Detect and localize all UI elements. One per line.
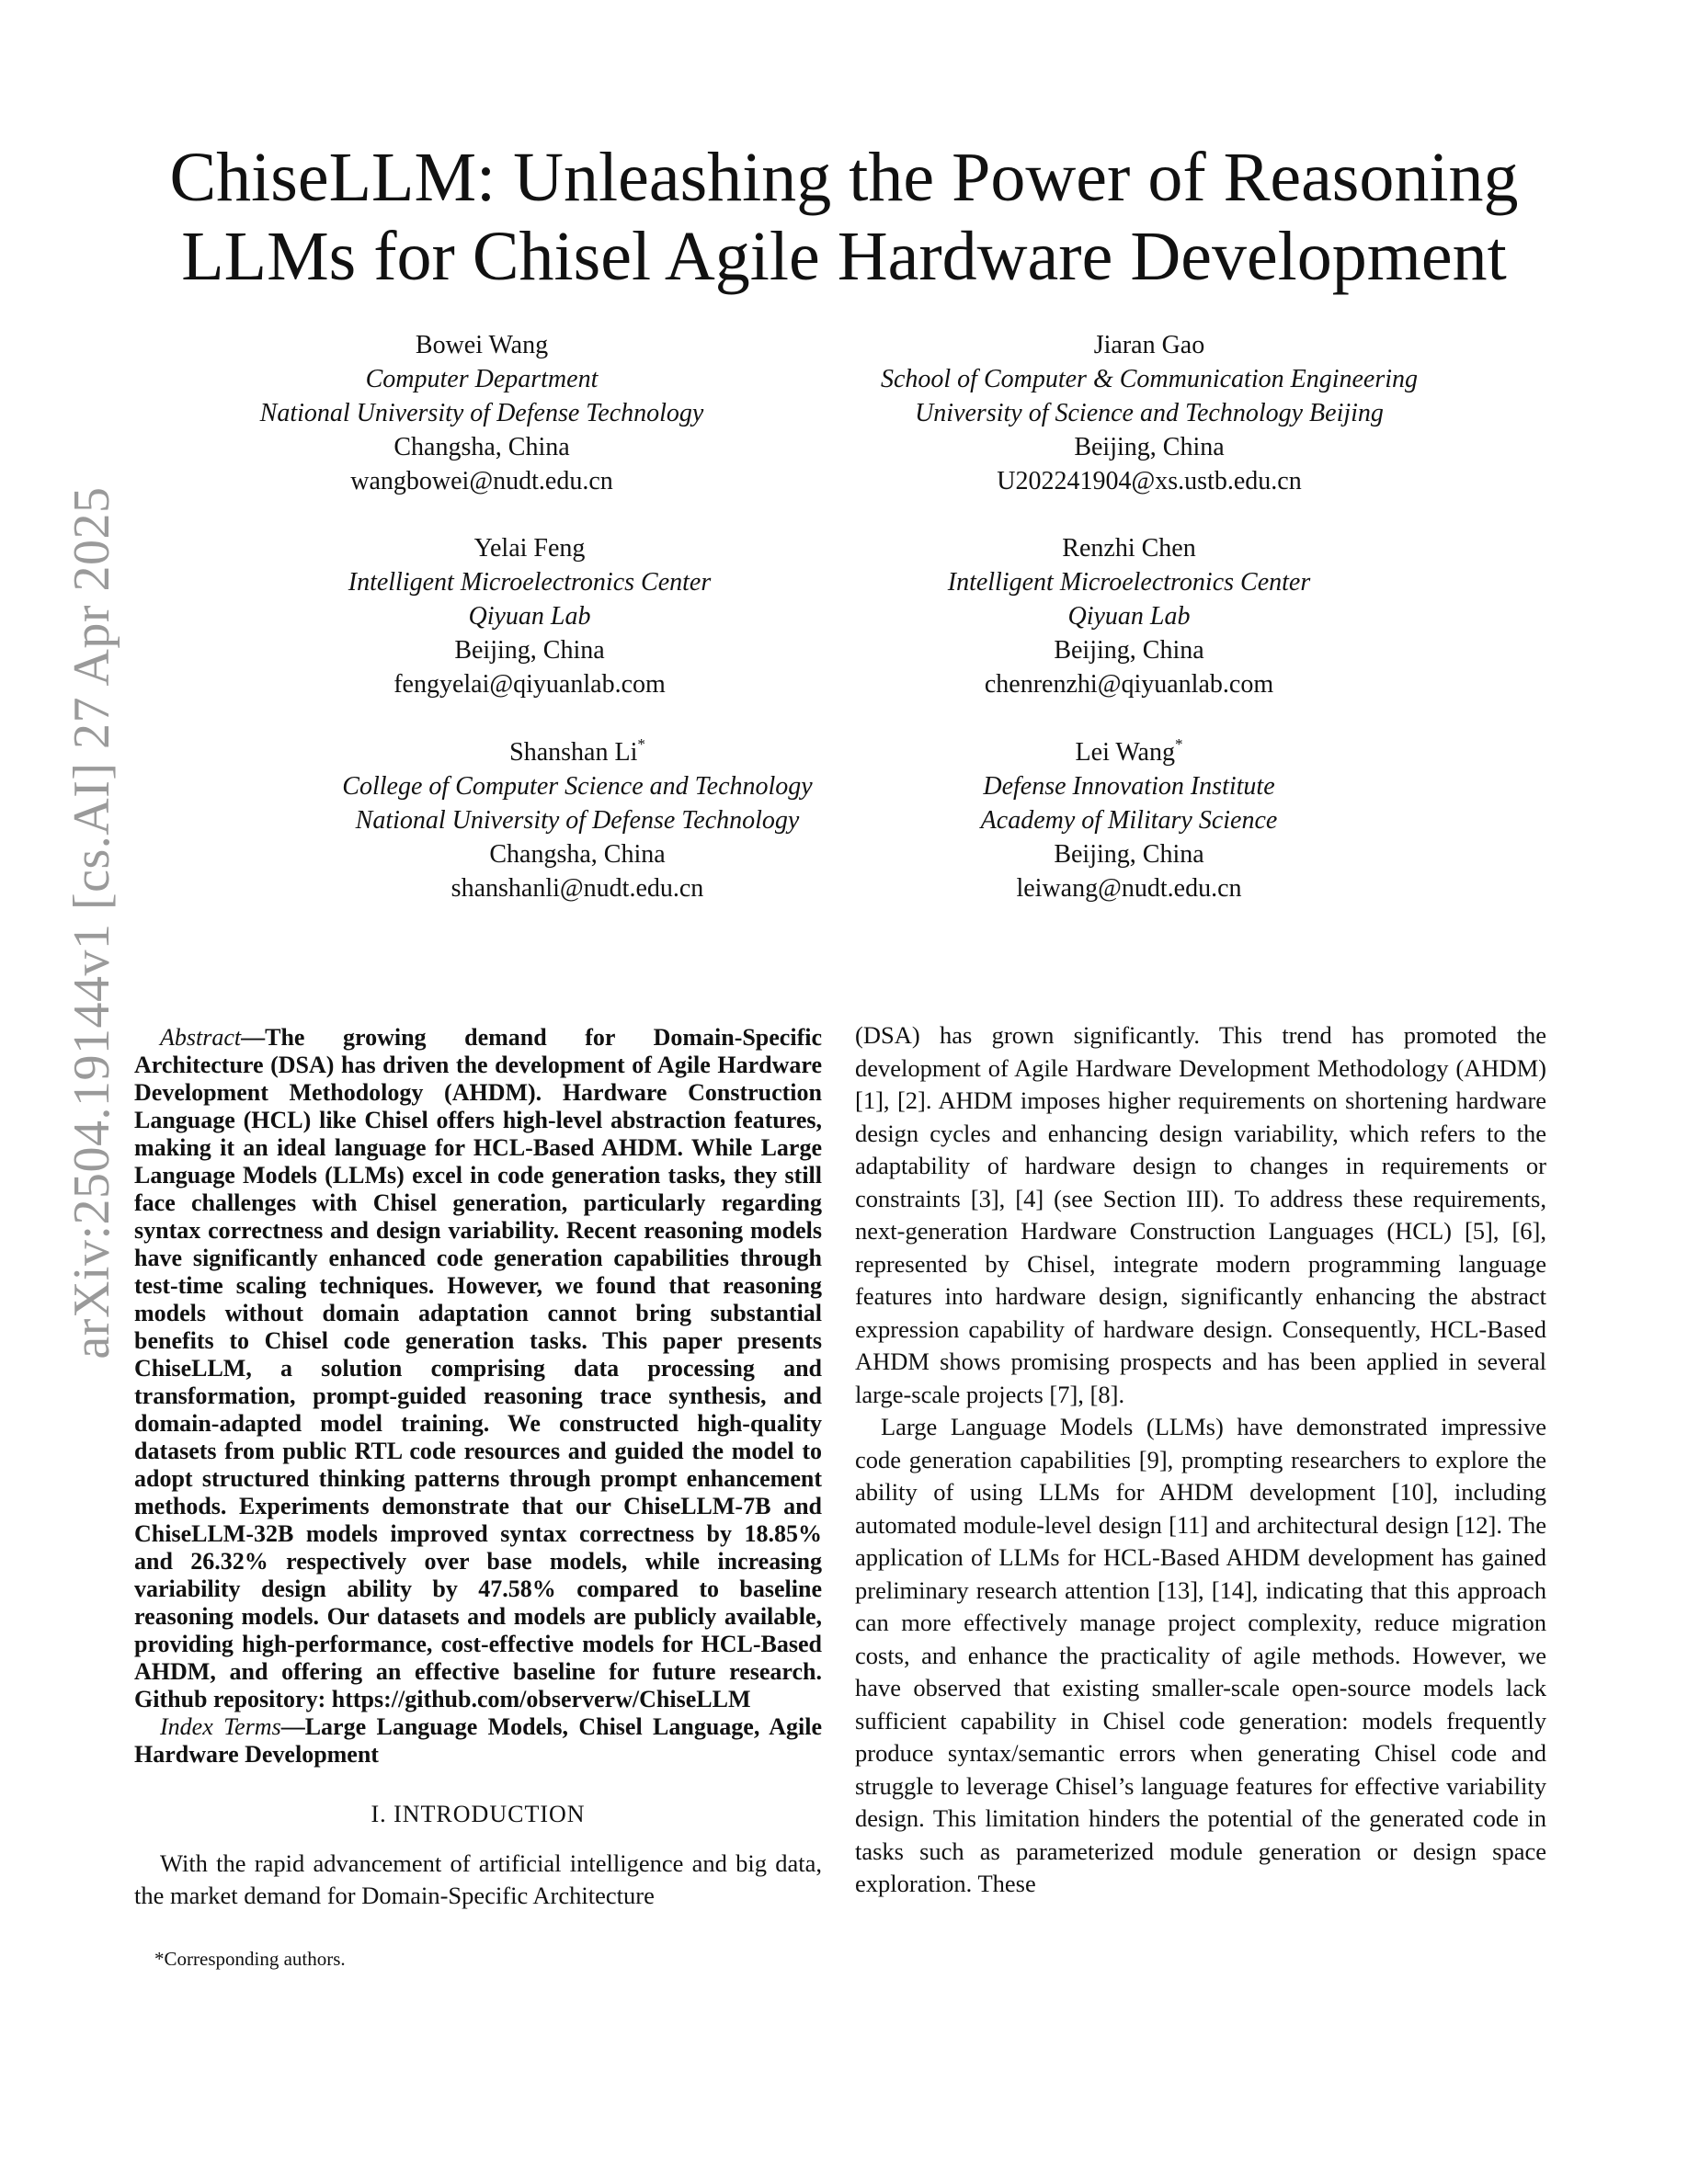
author-location: Changsha, China bbox=[393, 433, 570, 461]
author-institution: Qiyuan Lab bbox=[1067, 602, 1191, 631]
index-terms bbox=[134, 1713, 822, 1769]
author-institution: National University of Defense Technology bbox=[259, 399, 704, 427]
right-column bbox=[855, 1019, 1546, 1901]
index-terms-text: —Large Language Models, Chisel Language, Agile Hardware Development bbox=[134, 1713, 823, 1768]
corresponding-mark: * bbox=[637, 735, 645, 753]
author-affiliation: College of Computer Science and Technology bbox=[342, 772, 813, 801]
author-institution: Qiyuan Lab bbox=[468, 602, 591, 631]
author-email: shanshanli@nudt.edu.cn bbox=[451, 874, 704, 903]
author-location: Beijing, China bbox=[1074, 433, 1225, 461]
author-name: Lei Wang* bbox=[1075, 735, 1183, 767]
author-affiliation: Intelligent Microelectronics Center bbox=[947, 568, 1311, 597]
intro-paragraph: With the rapid advancement of artificial intelligence and big data, the market demand for Domain-Specific Architecture bbox=[134, 1849, 822, 1909]
left-column bbox=[134, 1024, 822, 1912]
title-line-1: ChiseLLM: Unleashing the Power of Reasoning bbox=[169, 139, 1519, 216]
author-affiliation: Defense Innovation Institute bbox=[983, 772, 1275, 801]
body-paragraph-1: (DSA) has grown significantly. This trend has promoted the development of Agile Hardware Development Methodology (AHDM) [1], [2]. AHDM imposes higher requirements on shortening hardware design cycles and enhancing design variability, which refers to the adaptability of hardware design to changes in requirements or constraints [3], [4] (see Section III). To address these requirements, next-generation Hardware Construction Languages (HCL) [5], [6], represented by Chisel, integrate modern programming language features into hardware design, significantly enhancing the abstract expression capability of hardware design. Consequently, HCL-Based AHDM shows promising prospects and has been applied in several large-scale projects [7], [8]. bbox=[855, 1021, 1546, 1408]
index-terms-label: Index Terms bbox=[160, 1713, 281, 1740]
author-email: fengyelai@qiyuanlab.com bbox=[393, 670, 666, 699]
author-affiliation: Computer Department bbox=[365, 365, 599, 393]
author-affiliation: School of Computer & Communication Engineering bbox=[880, 365, 1419, 393]
author-block-renzhi-chen bbox=[780, 531, 1478, 701]
author-name: Renzhi Chen bbox=[1062, 534, 1196, 563]
paper-title bbox=[138, 138, 1550, 296]
author-institution: Academy of Military Science bbox=[980, 806, 1278, 835]
author-email: chenrenzhi@qiyuanlab.com bbox=[984, 670, 1274, 699]
author-location: Beijing, China bbox=[454, 636, 605, 665]
footnote-corresponding-authors: *Corresponding authors. bbox=[154, 1948, 346, 1970]
arxiv-identifier: arXiv:2504.19144v1 [cs.AI] 27 Apr 2025 bbox=[63, 486, 120, 1359]
author-name: Bowei Wang bbox=[415, 331, 549, 359]
body-paragraph-2: Large Language Models (LLMs) have demonstrated impressive code generation capabilities [9], prompting researchers to explore the ability of using LLMs for AHDM development [10], including automated module-level design [11] and architectural design [12]. The application of LLMs for HCL-Based AHDM development has gained preliminary research attention [13], [14], indicating that this approach can more effectively manage project complexity, reduce migration costs, and enhance the practicality of agile methods. However, we have observed that existing smaller-scale open-source models lack sufficient capability in Chisel code generation: models frequently produce syntax/semantic errors when generating Chisel code and struggle to leverage Chisel’s language features for effective variability design. This limitation hinders the potential of the generated code in tasks such as parameterized module generation or design space exploration. These bbox=[855, 1413, 1546, 1897]
author-block-bowei-wang bbox=[132, 328, 831, 498]
abstract bbox=[134, 1024, 822, 1713]
author-email: leiwang@nudt.edu.cn bbox=[1016, 874, 1242, 903]
section-heading-introduction: I. INTRODUCTION bbox=[371, 1801, 586, 1827]
author-institution: National University of Defense Technology bbox=[355, 806, 800, 835]
author-location: Changsha, China bbox=[489, 840, 666, 869]
author-block-jiaran-gao bbox=[800, 328, 1499, 498]
title-line-2: LLMs for Chisel Agile Hardware Development bbox=[181, 218, 1507, 295]
abstract-text: —The growing demand for Domain-Specific Architecture (DSA) has driven the development of Agile Hardware Development Methodology (AHDM). Hardware Construction Language (HCL) like Chisel offers high-level abstraction features, making it an ideal language for HCL-Based AHDM. While Large Language Models (LLMs) excel in code generation tasks, they still face challenges with Chisel generation, particularly regarding syntax correctness and design variability. Recent reasoning models have significantly enhanced code generation capabilities through test-time scaling techniques. However, we found that reasoning models without domain adaptation cannot bring substantial benefits to Chisel code generation tasks. This paper presents ChiseLLM, a solution comprising data processing and transformation, prompt-guided reasoning trace synthesis, and domain-adapted model training. We constructed high-quality datasets from public RTL code resources and guided the model to adopt structured thinking patterns through prompt enhancement methods. Experiments demonstrate that our ChiseLLM-7B and ChiseLLM-32B models improved syntax correctness by 18.85% and 26.32% respectively over base models, while increasing variability design ability by 47.58% compared to baseline reasoning models. Our datasets and models are publicly available, providing high-performance, cost-effective models for HCL-Based AHDM, and offering an effective baseline for future research. Github repository: https://github.com/observerw/ChiseLLM bbox=[134, 1024, 822, 1712]
author-affiliation: Intelligent Microelectronics Center bbox=[348, 568, 712, 597]
author-name: Jiaran Gao bbox=[1093, 331, 1205, 359]
author-block-lei-wang bbox=[780, 735, 1478, 905]
author-block-yelai-feng bbox=[180, 531, 879, 701]
author-institution: University of Science and Technology Beijing bbox=[915, 399, 1384, 427]
corresponding-mark: * bbox=[1174, 735, 1183, 753]
author-location: Beijing, China bbox=[1054, 636, 1204, 665]
author-name: Shanshan Li* bbox=[509, 735, 645, 767]
author-name: Yelai Feng bbox=[473, 534, 586, 563]
author-email: wangbowei@nudt.edu.cn bbox=[350, 467, 613, 495]
abstract-label: Abstract bbox=[160, 1024, 242, 1051]
author-email: U202241904@xs.ustb.edu.cn bbox=[997, 467, 1302, 495]
author-location: Beijing, China bbox=[1054, 840, 1204, 869]
